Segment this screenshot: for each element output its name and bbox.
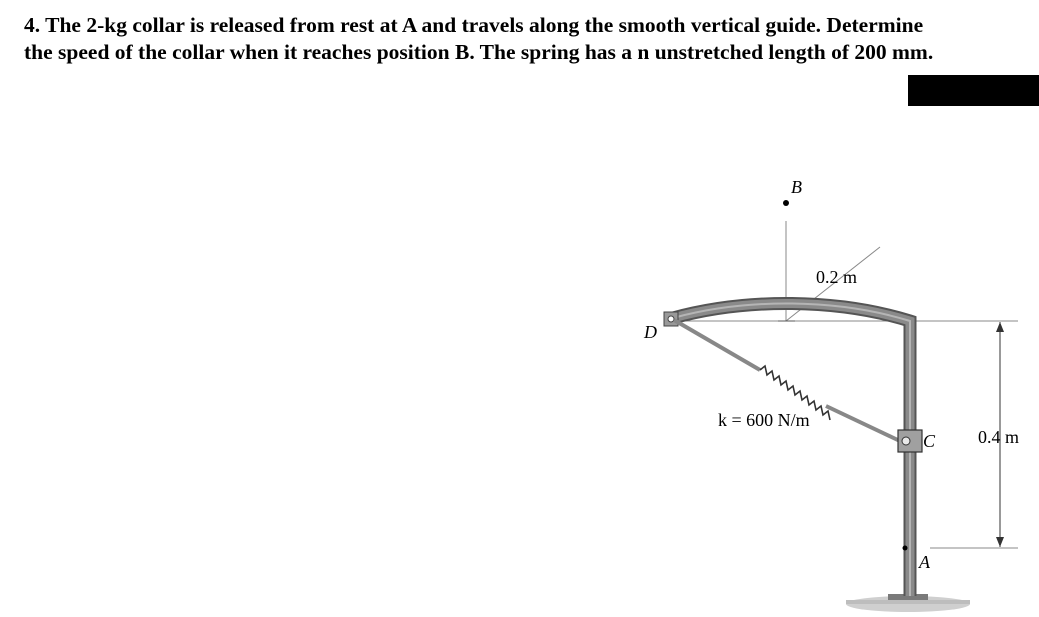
problem-text-1: The 2-kg collar is released from rest at A and travels along the smooth vertical guide. Determine: [45, 13, 924, 37]
label-b: B: [791, 177, 802, 197]
ground: [846, 594, 970, 612]
point-a-marker: [903, 546, 908, 551]
label-c: C: [923, 431, 936, 451]
height-label: 0.4 m: [978, 427, 1020, 447]
vertical-guide: [673, 304, 910, 596]
point-b-marker: [783, 200, 789, 206]
spring-constant-label: k = 600 N/m: [718, 410, 810, 430]
problem-number: 4.: [24, 13, 41, 37]
label-a: A: [919, 552, 930, 572]
collar-c: [898, 430, 922, 452]
label-d: D: [644, 322, 657, 342]
problem-text-2: the speed of the collar when it reaches position B. The spring has a n unstretched length of 200 mm.: [24, 40, 934, 64]
radius-label: 0.2 m: [816, 267, 858, 287]
